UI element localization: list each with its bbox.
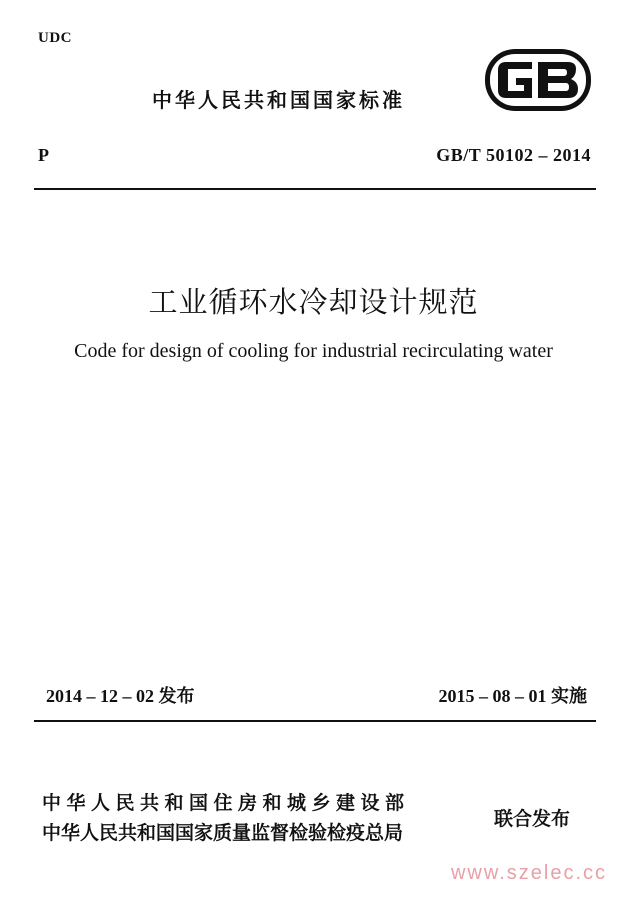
- top-divider: [34, 188, 596, 190]
- bottom-divider: [34, 720, 596, 722]
- issuer-aqsiq: 中华人民共和国国家质量监督检验检疫总局: [42, 822, 404, 844]
- issue-date: 2014 – 12 – 02 发布: [46, 686, 195, 706]
- gb-logo-icon: [484, 48, 592, 112]
- issuer-ministry: 中华人民共和国住房和城乡建设部: [42, 792, 410, 814]
- watermark: www.szelec.cc: [450, 862, 607, 884]
- category-code: P: [38, 145, 49, 165]
- implementation-date: 2015 – 08 – 01 实施: [438, 686, 587, 706]
- standard-number: GB/T 50102 – 2014: [436, 145, 591, 165]
- joint-issue-label: 联合发布: [494, 808, 571, 830]
- udc-label: UDC: [38, 30, 72, 46]
- title-english: Code for design of cooling for industrial recirculating water: [74, 340, 553, 362]
- title-chinese: 工业循环水冷却设计规范: [148, 285, 479, 319]
- standard-type-heading: 中华人民共和国国家标准: [152, 88, 405, 112]
